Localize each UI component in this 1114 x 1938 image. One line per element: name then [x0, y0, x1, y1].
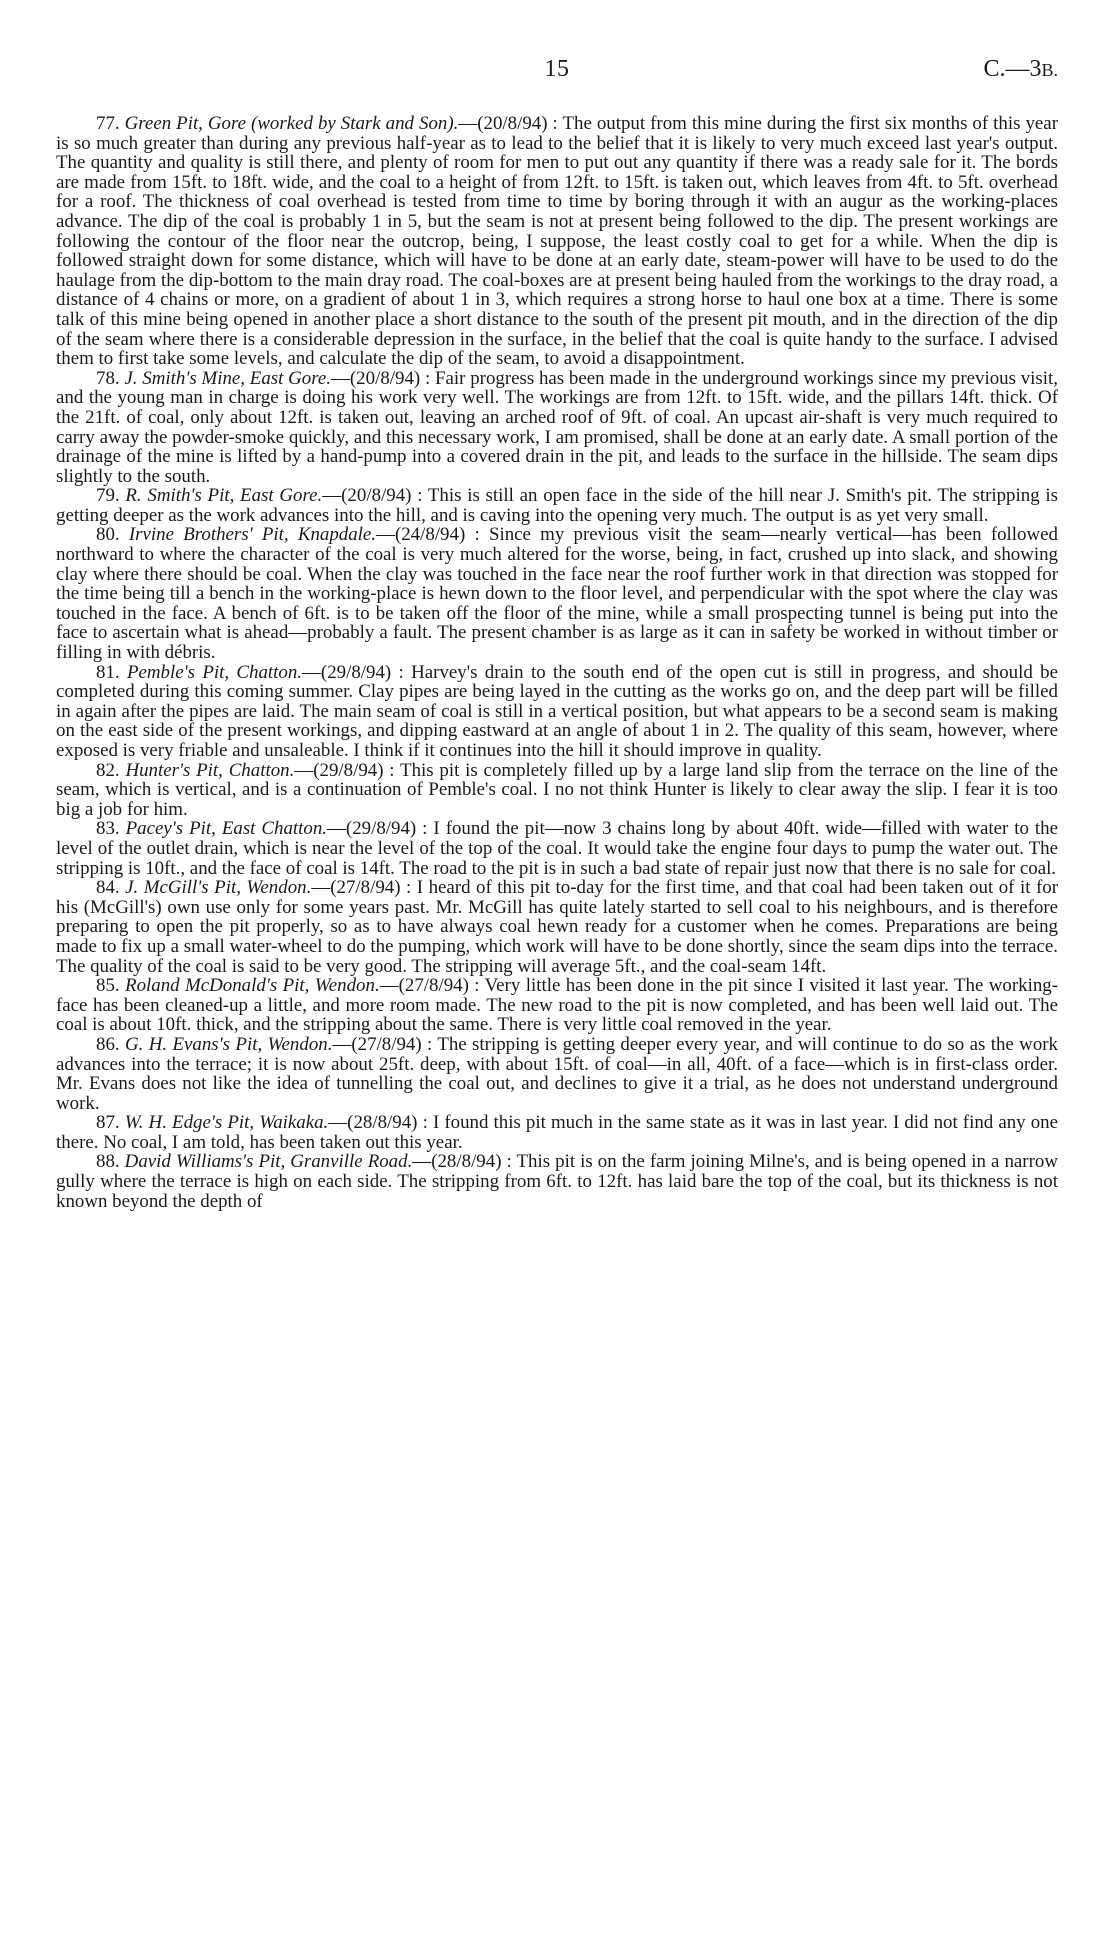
entry-date: —(29/8/94) :: [302, 661, 404, 683]
entry-text: Fair progress has been made in the underground workings since my previous visit, and the young man in charge is doing his work very well. The workings are from 12ft. to 15ft. wide, and the pillars 14ft. thick. Of the 21ft. of coal, only about 12ft. is taken out, leaving an arched roof of 9ft. of coal. An upcast air-shaft is very much required to carry away the powder-smoke quickly, and this necessary work, I am promised, shall be done at an early date. A small portion of the drainage of the mine is lifted by a hand-pump into a covered drain in the pit, and leads to the surface in the hillside. The seam dips slightly to the south.: [56, 367, 1058, 487]
report-entry-85: [56, 976, 1058, 1035]
entry-date: —(29/8/94) :: [294, 759, 395, 781]
page-header: [56, 56, 1058, 86]
entry-date: —(24/8/94) :: [376, 524, 480, 546]
document-reference: [983, 56, 1058, 83]
entry-number: 86.: [96, 1033, 120, 1055]
entry-title: Green Pit, Gore (worked by Stark and Son).: [124, 113, 459, 134]
report-entry-81: [56, 663, 1058, 761]
entry-text: I heard of this pit to-day for the first time, and that coal had been taken out of it for his (McGill's) own use only for some years past. Mr. McGill has quite lately started to sell coal to his neighbours, and is therefore preparing to open the pit properly, so as to have always coal hewn ready for a customer when he comes. Preparations are being made to fix up a small water-wheel to do the pumping, which work will have to be done shortly, since the seam dips into the terrace. The quality of the coal is said to be very good. The stripping will average 5ft., and the coal-seam 14ft.: [56, 877, 1058, 977]
entry-number: 88.: [96, 1151, 120, 1173]
entry-text: The output from this mine during the first six months of this year is so much greater than during any previous half-year as to lead to the belief that it is likely to very much exceed last year's output. The quantity and quality is still there, and plenty of room for men to put out any quantity if there was a ready sale for it. The bords are made from 15ft. to 18ft. wide, and the coal to a height of from 12ft. to 15ft. is taken out, which leaves from 4ft. to 5ft. overhead for a roof. The thickness of coal overhead is tested from time to time by boring through it with an augur as the working-places advance. The dip of the coal is probably 1 in 5, but the seam is not at present being followed to the dip. The present workings are following the contour of the floor near the outcrop, being, I suppose, the least costly coal to get for a while. When the dip is followed straight down for some distance, which will have to be done at an early date, steam-power will have to be used to do the haulage from the dip-bottom to the main dray road. The coal-boxes are at present being hauled from the workings to the dray road, a distance of 4 chains or more, on a gradient of about 1 in 3, which requires a strong horse to haul one box at a time. There is some talk of this mine being opened in another place a short distance to the south of the present pit mouth, and in the direction of the dip of the seam where there is a considerable depression in the surface, in the belief that the coal is quite handy to the surface. I advised them to first take some levels, and calculate the dip of the seam, to avoid a disappointment.: [56, 113, 1058, 370]
entry-text: The stripping is getting deeper every year, and will continue to do so as the work advances into the terrace; it is now about 25ft. deep, with about 15ft. of coal—in all, 40ft. of a face—which is in first-class order. Mr. Evans does not like the idea of tunnelling the coal out, and declines to give it a trial, as he does not understand underground work.: [56, 1033, 1059, 1114]
report-entry-87: [56, 1113, 1058, 1152]
report-entry-79: [56, 486, 1058, 525]
report-entry-80: [56, 525, 1058, 662]
entry-number: 80.: [96, 524, 120, 546]
entry-number: 85.: [96, 975, 120, 997]
entry-date: —(20/8/94) :: [458, 113, 558, 134]
entry-text: This pit is on the farm joining Milne's, and is being opened in a narrow gully where the terrace is high on each side. The stripping from 6ft. to 12ft. has laid bare the top of the coal, but its thickness is not known beyond the depth of: [56, 1151, 1058, 1212]
entry-number: 77.: [96, 113, 120, 134]
entry-number: 81.: [96, 661, 120, 683]
report-entry-82: [56, 761, 1058, 820]
page-number: 15: [544, 56, 570, 82]
entry-number: 83.: [96, 818, 120, 840]
entry-number: 79.: [96, 485, 120, 507]
entry-text: This is still an open face in the side of the hill near J. Smith's pit. The stripping is getting deeper as the work advances into the hill, and is caving into the opening very much. The output is as yet very small.: [56, 485, 1058, 526]
report-entry-86: [56, 1035, 1058, 1113]
entry-title: Hunter's Pit, Chatton.: [125, 759, 295, 781]
report-entry-83: [56, 819, 1058, 878]
entry-title: J. Smith's Mine, East Gore.: [124, 367, 331, 389]
entry-date: —(20/8/94) :: [322, 485, 423, 507]
entry-date: —(29/8/94) :: [327, 818, 428, 840]
document-reference-prefix: C.—3: [983, 56, 1042, 82]
entry-date: —(20/8/94) :: [331, 367, 431, 389]
entry-number: 87.: [96, 1112, 120, 1134]
entry-title: R. Smith's Pit, East Gore.: [125, 485, 323, 507]
report-entry-88: [56, 1152, 1058, 1211]
report-entry-84: [56, 878, 1058, 976]
entry-number: 78.: [96, 367, 120, 389]
entry-date: —(28/8/94) :: [328, 1112, 428, 1134]
entry-title: J. McGill's Pit, Wendon.: [125, 877, 312, 899]
entry-title: Irvine Brothers' Pit, Knapdale.: [128, 524, 377, 546]
entry-title: David Williams's Pit, Granville Road.: [124, 1151, 413, 1173]
entry-number: 84.: [96, 877, 120, 899]
entry-number: 82.: [96, 759, 120, 781]
entry-text: This pit is completely filled up by a large land slip from the terrace on the line of the seam, which is vertical, and is a continuation of Pemble's coal. I no not think Hunter is likely to clear away the slip. I fear it is too big a job for him.: [56, 759, 1059, 820]
entry-text: Very little has been done in the pit since I visited it last year. The working-face has been cleaned-up a little, and more room made. The new road to the pit is now completed, and has been well laid out. The coal is about 10ft. thick, and the stripping about the same. There is very little coal removed in the year.: [56, 975, 1058, 1036]
entry-title: G. H. Evans's Pit, Wendon.: [125, 1033, 333, 1055]
entry-date: —(27/8/94) :: [311, 877, 412, 899]
entry-title: Pemble's Pit, Chatton.: [126, 661, 303, 683]
entry-title: Roland McDonald's Pit, Wendon.: [125, 975, 380, 997]
report-body: [56, 114, 1058, 1211]
entry-title: Pacey's Pit, East Chatton.: [125, 818, 328, 840]
entry-title: W. H. Edge's Pit, Waikaka.: [124, 1112, 329, 1134]
entry-date: —(27/8/94) :: [332, 1033, 433, 1055]
entry-date: —(28/8/94) :: [412, 1151, 512, 1173]
entry-date: —(27/8/94) :: [379, 975, 480, 997]
document-reference-suffix: B.: [1041, 60, 1058, 80]
report-entry-78: [56, 369, 1058, 487]
entry-text: I found the pit—now 3 chains long by about 40ft. wide—filled with water to the level of the outlet drain, which is near the level of the top of the coal. It would take the engine four days to pump the water out. The stripping is 10ft., and the face of coal is 14ft. The road to the pit is in such a bad state of repair just now that there is no sale for coal.: [56, 818, 1058, 879]
entry-text: I found this pit much in the same state as it was in last year. I did not find any one there. No coal, I am told, has been taken out this year.: [56, 1112, 1058, 1153]
entry-text: Harvey's drain to the south end of the open cut is still in progress, and should be completed during this coming summer. Clay pipes are being layed in the cutting as the works go on, and the deep part will be filled in again after the pipes are laid. The main seam of coal is still in a vertical position, but what appears to be a second seam is making on the east side of the present workings, and dipping eastward at an angle of about 1 in 2. The quality of this seam, however, where exposed is very friable and unsaleable. I think if it continues into the hill it should improve in quality.: [56, 661, 1058, 761]
report-entry-77: [56, 114, 1058, 369]
entry-text: Since my previous visit the seam—nearly vertical—has been followed northward to where the character of the coal is very much altered for the worse, being, in fact, crushed up into slack, and showing clay where there should be coal. When the clay was touched in the face near the roof further work in that direction was stopped for the time being till a bench in the working-place is hewn down to the floor level, and perpendicular with the spot where the clay was touched in the face. A bench of 6ft. is to be taken off the floor of the mine, while a small prospecting tunnel is being put into the face to ascertain what is ahead—probably a fault. The present chamber is as large as it can in safety be worked in without timber or filling in with débris.: [56, 524, 1058, 664]
